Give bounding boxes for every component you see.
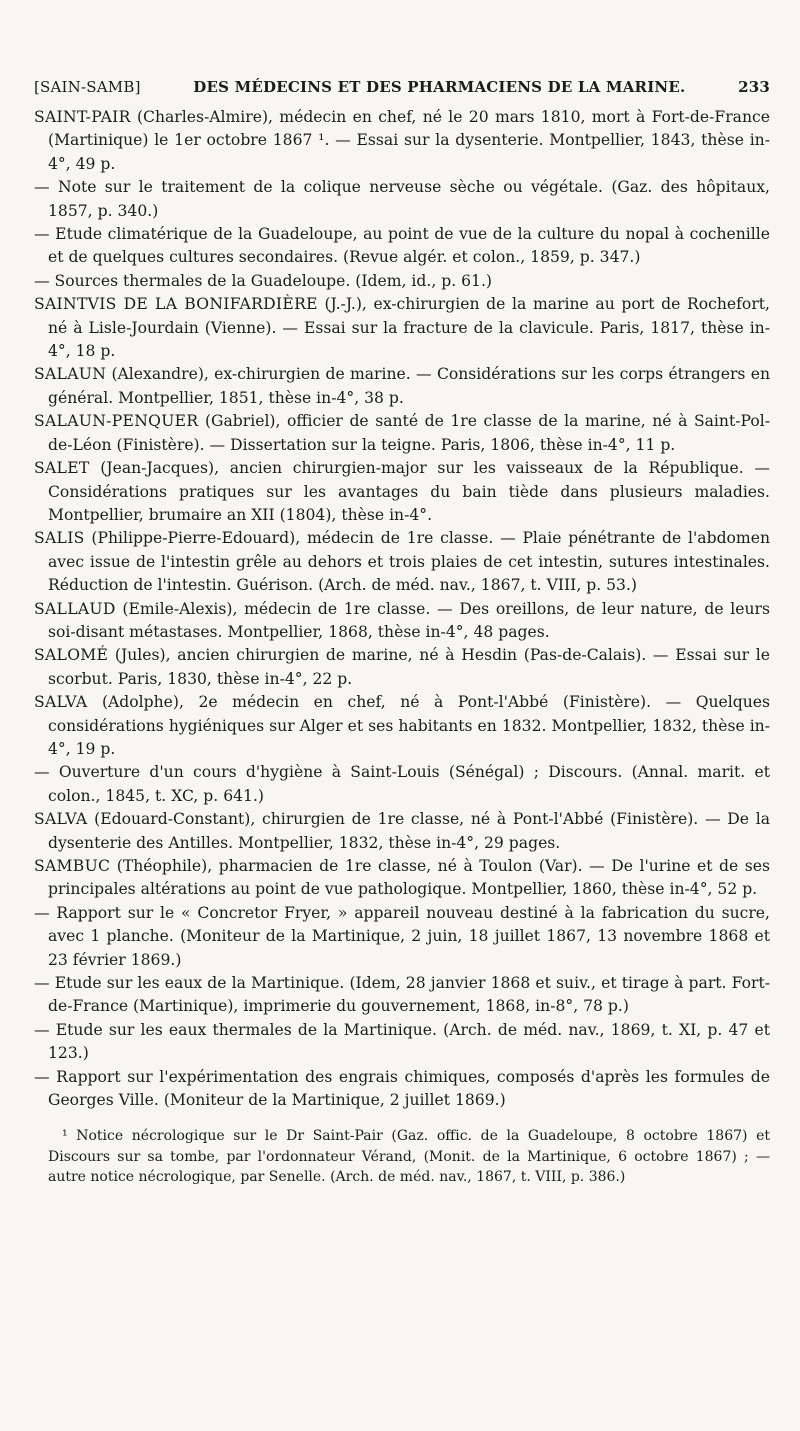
entry-text: (Jean-Jacques), ancien chirurgien-major sur les vaisseaux de la République. — Considérations pratiques sur les avantages du bain tiède dans plusieurs maladies. Montpellier, brumaire an XII (1804), thèse in-4°. (48, 459, 770, 524)
bibliography-entry (34, 270, 770, 293)
bibliography-entry (34, 363, 770, 410)
entry-text: — Etude climatérique de la Guadeloupe, au point de vue de la culture du nopal à cochenille et de quelques cultures secondaires. (Revue algér. et colon., 1859, p. 347.) (34, 225, 770, 267)
bibliography-entry (34, 808, 770, 855)
bibliography-entry (34, 176, 770, 223)
entry-author: SAMBUC (34, 857, 111, 875)
section-range: [SAIN-SAMB] (34, 78, 141, 96)
entry-author: SALVA (34, 810, 88, 829)
entry-text: — Etude sur les eaux de la Martinique. (Idem, 28 janvier 1868 et suiv., et tirage à part. Fort-de-France (Martinique), imprimerie du gouvernement, 1868, in-8°, 78 p.) (34, 974, 770, 1016)
entry-author: SAINT-PAIR (34, 108, 131, 126)
bibliography-entry (34, 106, 770, 176)
entry-text: — Ouverture d'un cours d'hygiène à Saint-Louis (Sénégal) ; Discours. (Annal. marit. et colon., 1845, t. XC, p. 641.) (34, 763, 770, 805)
entry-list (34, 106, 770, 1112)
bibliography-entry (34, 691, 770, 761)
entry-author: SALAUN-PENQUER (34, 412, 199, 431)
bibliography-entry (34, 761, 770, 808)
running-header (34, 78, 770, 96)
bibliography-entry (34, 644, 770, 691)
entry-author: SALAUN (34, 365, 107, 384)
entry-text: (Jules), ancien chirurgien de marine, né à Hesdin (Pas-de-Calais). — Essai sur le scorbut. Paris, 1830, thèse in-4°, 22 p. (48, 646, 770, 688)
page-heading: DES MÉDECINS ET DES PHARMACIENS DE LA MARINE. (193, 78, 686, 96)
bibliography-entry (34, 1066, 770, 1113)
entry-text: — Rapport sur l'expérimentation des engrais chimiques, composés d'après les formules de Georges Ville. (Moniteur de la Martinique, 2 juillet 1869.) (34, 1067, 770, 1110)
entry-text: (J.-J.), ex-chirurgien de la marine au port de Rochefort, né à Lisle-Jourdain (Vienne). — Essai sur la fracture de la clavicule. Paris, 1817, thèse in-4°, 18 p. (48, 295, 770, 361)
entry-text: (Gabriel), officier de santé de 1re classe de la marine, né à Saint-Pol-de-Léon (Finistère). — Dissertation sur la teigne. Paris, 1806, thèse in-4°, 11 p. (48, 412, 770, 454)
bibliography-entry (34, 457, 770, 527)
bibliography-entry (34, 223, 770, 270)
bibliography-entry (34, 855, 770, 902)
bibliography-entry (34, 972, 770, 1019)
entry-text: — Sources thermales de la Guadeloupe. (Idem, id., p. 61.) (34, 271, 493, 290)
entry-text: — Rapport sur le « Concretor Fryer, » appareil nouveau destiné à la fabrication du sucre, avec 1 planche. (Moniteur de la Martinique, 2 juin, 18 juillet 1867, 13 novembre 1868 et 23 février 1869.) (34, 903, 770, 969)
entry-author: SALIS (34, 529, 85, 548)
entry-author: SALLAUD (34, 599, 116, 618)
entry-text: (Edouard-Constant), chirurgien de 1re classe, né à Pont-l'Abbé (Finistère). — De la dysenterie des Antilles. Montpellier, 1832, thèse in-4°, 29 pages. (48, 810, 770, 852)
entry-text: — Note sur le traitement de la colique nerveuse sèche ou végétale. (Gaz. des hôpitaux, 1857, p. 340.) (34, 178, 770, 220)
bibliography-entry (34, 293, 770, 363)
entry-text: (Adolphe), 2e médecin en chef, né à Pont-l'Abbé (Finistère). — Quelques considérations hygiéniques sur Alger et ses habitants en 1832. Montpellier, 1832, thèse in-4°, 19 p. (48, 693, 770, 758)
footnote: ¹ Notice nécrologique sur le Dr Saint-Pair (Gaz. offic. de la Guadeloupe, 8 octobre 1867) et Discours sur sa tombe, par l'ordonnateur Vérand, (Monit. de la Martinique, 6 octobre 1867) ; — autre notice nécrologique, par Senelle. (Arch. de méd. nav., 1867, t. VIII, p. 386.) (48, 1128, 770, 1186)
bibliography-entry (34, 598, 770, 645)
footnote-block (34, 1126, 770, 1188)
bibliography-entry (34, 902, 770, 972)
entry-text: (Alexandre), ex-chirurgien de marine. — Considérations sur les corps étrangers en général. Montpellier, 1851, thèse in-4°, 38 p. (48, 365, 770, 407)
bibliography-entry (34, 1019, 770, 1066)
entry-text: (Charles-Almire), médecin en chef, né le 20 mars 1810, mort à Fort-de-France (Martinique) le 1er octobre 1867 ¹. — Essai sur la dysenterie. Montpellier, 1843, thèse in-4°, 49 p. (48, 108, 770, 173)
page-number: 233 (738, 78, 770, 96)
entry-text: (Théophile), pharmacien de 1re classe, né à Toulon (Var). — De l'urine et de ses principales altérations au point de vue pathologique. Montpellier, 1860, thèse in-4°, 52 p. (48, 857, 770, 899)
entry-text: (Philippe-Pierre-Edouard), médecin de 1re classe. — Plaie pénétrante de l'abdomen avec issue de l'intestin grêle au dehors et trois plaies de cet intestin, sutures intestinales. Réduction de l'intestin. Guérison. (Arch. de méd. nav., 1867, t. VIII, p. 53.) (48, 529, 770, 595)
entry-author: SALVA (34, 693, 88, 712)
entry-author: SAINTVIS DE LA BONIFARDIÈRE (34, 295, 318, 314)
bibliography-entry (34, 527, 770, 597)
entry-author: SALET (34, 459, 90, 478)
entry-text: — Etude sur les eaux thermales de la Martinique. (Arch. de méd. nav., 1869, t. XI, p. 47 et 123.) (34, 1020, 770, 1063)
entry-text: (Emile-Alexis), médecin de 1re classe. — Des oreillons, de leur nature, de leurs soi-disant métastases. Montpellier, 1868, thèse in-4°, 48 pages. (48, 599, 770, 641)
bibliography-entry (34, 410, 770, 457)
entry-author: SALOMÉ (34, 646, 109, 665)
